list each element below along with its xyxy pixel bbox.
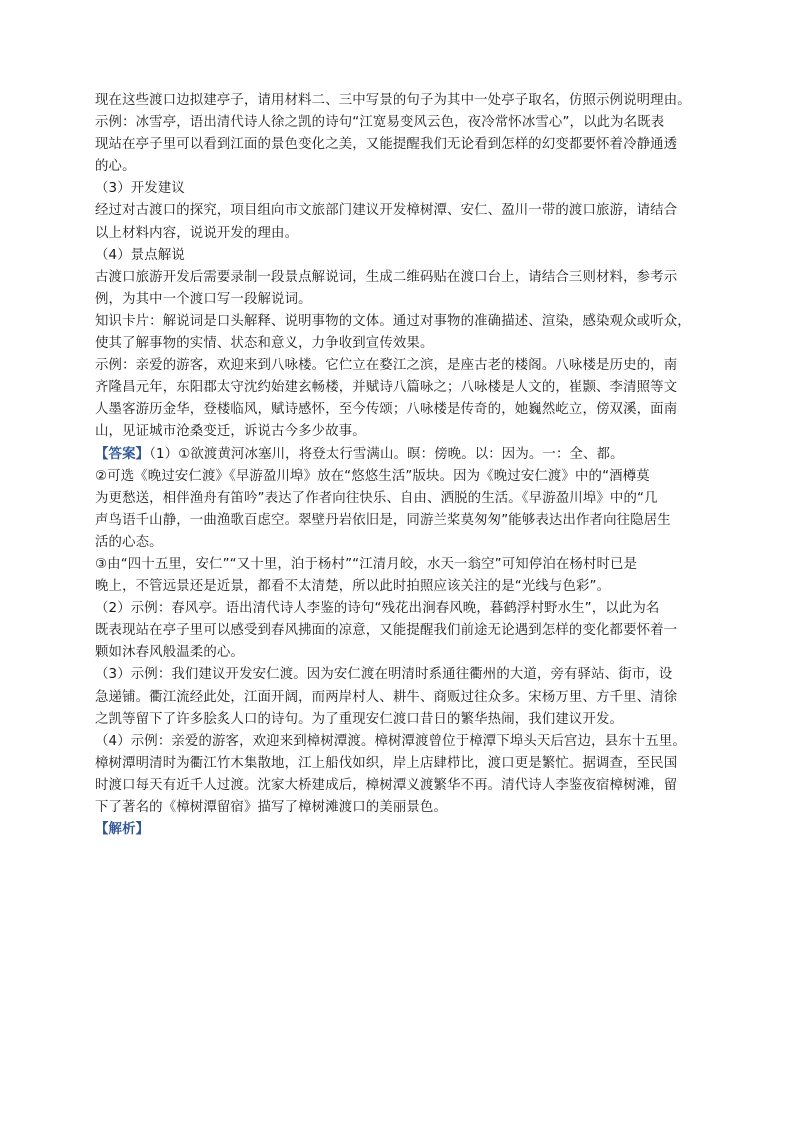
line-text: 知识卡片：解说词是口头解释、说明事物的文体。通过对事物的准确描述、渲染，感染观众或听众， [95, 313, 691, 329]
text-line [95, 554, 705, 576]
text-line [95, 223, 705, 245]
line-text: 人墨客游历金华，登楼临风，赋诗感怀，至今传颂；八咏楼是传奇的，她巍然屹立，傍双溪，面南 [95, 402, 678, 418]
text-line [95, 399, 705, 421]
text-line [95, 753, 705, 775]
text-line [95, 576, 705, 598]
section-heading-line [95, 819, 705, 841]
line-text: （1）①欲渡黄河冰塞川，将登太行雪满山。暝：傍晚。以：因为。一：全、都。 [149, 446, 624, 462]
text-line [95, 377, 705, 399]
line-text: （3）示例：我们建议开发安仁渡。因为安仁渡在明清时系通往衢州的大道，旁有驿站、街市，设 [95, 667, 673, 683]
text-line [95, 797, 705, 819]
document-body [95, 90, 705, 841]
line-text: 颗如沐春风般温柔的心。 [95, 645, 244, 661]
line-text: 声鸟语千山静，一曲渔歌百虑空。翠壁丹岩依旧是，同游兰桨莫匆匆”能够表达出作者向往隐居生 [95, 512, 671, 528]
text-line [95, 510, 705, 532]
text-line [95, 355, 705, 377]
line-text: 既表现站在亭子里可以感受到春风拂面的凉意，又能提醒我们前途无论遇到怎样的变化都要怀着一 [95, 623, 678, 639]
text-line [95, 178, 705, 200]
text-line [95, 709, 705, 731]
section-tag: 【答案】 [95, 446, 150, 462]
line-text: 例，为其中一个渡口写一段解说词。 [95, 291, 312, 307]
line-text: （4）示例：亲爱的游客，欢迎来到樟树潭渡。樟树潭渡曾位于樟潭下埠头天后宫边，县东十五里。 [95, 733, 686, 749]
line-text: 为更愁送，相伴渔舟有笛吟”表达了作者向往快乐、自由、洒脱的生活。《早游盈川埠》中的“几 [95, 490, 658, 506]
text-line [95, 532, 705, 554]
text-line [95, 112, 705, 134]
text-line [95, 134, 705, 156]
line-text: 山，见证城市沧桑变迁，诉说古今多少故事。 [95, 424, 366, 440]
text-line [95, 90, 705, 112]
line-text: 以上材料内容，说说开发的理由。 [95, 225, 299, 241]
section-heading-line [95, 444, 705, 466]
line-text: 下了著名的《樟树潭留宿》描写了樟树滩渡口的美丽景色。 [95, 800, 448, 815]
text-line [95, 664, 705, 686]
text-line [95, 466, 705, 488]
text-line [95, 775, 705, 797]
line-text: （2）示例：春风亭。语出清代诗人李鉴的诗句“残花出涧春风晚，暮鹤浮村野水生”，以此为名 [95, 601, 660, 617]
text-line [95, 620, 705, 642]
text-line [95, 687, 705, 709]
line-text: 活的心态。 [95, 534, 163, 550]
line-text: （3）开发建议 [95, 181, 185, 197]
line-text: 使其了解事物的实情、状态和意义，力争收到宣传效果。 [95, 336, 434, 352]
line-text: 的心。 [95, 159, 136, 175]
line-text: 樟树潭明清时为衢江竹木集散地，江上船伐如织，岸上店肆栉比，渡口更是繁忙。据调查，至民国 [95, 755, 678, 771]
line-text: 之凯等留下了许多脍炙人口的诗句。为了重现安仁渡口昔日的繁华热闹，我们建议开发。 [95, 711, 624, 727]
text-line [95, 289, 705, 311]
text-line [95, 731, 705, 753]
line-text: 古渡口旅游开发后需要录制一段景点解说词，生成二维码贴在渡口台上，请结合三则材料，参考示 [95, 269, 678, 285]
line-text: 齐隆昌元年，东阳郡太守沈约始建玄畅楼，并赋诗八篇咏之；八咏楼是人文的，崔颢、李清照等文 [95, 380, 678, 396]
text-line [95, 267, 705, 289]
line-text: 时渡口每天有近千人过渡。沈家大桥建成后，樟树潭义渡繁华不再。清代诗人李鉴夜宿樟树滩，留 [95, 777, 678, 793]
line-text: 晚上，不管远景还是近景，都看不太清楚，所以此时拍照应该关注的是“光线与色彩”。 [95, 579, 611, 595]
line-text: ②可选《晚过安仁渡》《早游盈川埠》放在“悠悠生活”版块。因为《晚过安仁渡》中的“酒樽莫 [95, 468, 650, 484]
text-line [95, 245, 705, 267]
text-line [95, 642, 705, 664]
line-text: 示例：亲爱的游客，欢迎来到八咏楼。它伫立在婺江之滨，是座古老的楼阁。八咏楼是历史的，南 [95, 358, 678, 374]
line-text: 现站在亭子里可以看到江面的景色变化之美，又能提醒我们无论看到怎样的幻变都要怀着冷静通透 [95, 137, 678, 153]
line-text: 经过对古渡口的探究，项目组向市文旅部门建议开发樟树潭、安仁、盈川一带的渡口旅游，请结合 [95, 203, 678, 219]
line-text: （4）景点解说 [95, 247, 185, 263]
text-line [95, 200, 705, 222]
section-tag: 【解析】 [95, 822, 150, 838]
text-line [95, 311, 705, 333]
line-text: 示例：冰雪亭，语出清代诗人徐之凯的诗句“江宽易变风云色，夜冷常怀冰雪心”，以此为名既表 [95, 115, 665, 131]
text-line [95, 598, 705, 620]
text-line [95, 333, 705, 355]
text-line [95, 421, 705, 443]
text-line [95, 156, 705, 178]
line-text: ③由“四十五里，安仁”“又十里，泊于杨村”“江清月皎，水天一翁空”可知停泊在杨村时已是 [95, 556, 638, 572]
text-line [95, 488, 705, 510]
line-text: 现在这些渡口边拟建亭子，请用材料二、三中写景的句子为其中一处亭子取名，仿照示例说明理由。 [95, 93, 691, 108]
line-text: 急递铺。衢江流经此处，江面开阔，而两岸村人、耕牛、商贩过往众多。宋杨万里、方千里、清徐 [95, 689, 678, 705]
